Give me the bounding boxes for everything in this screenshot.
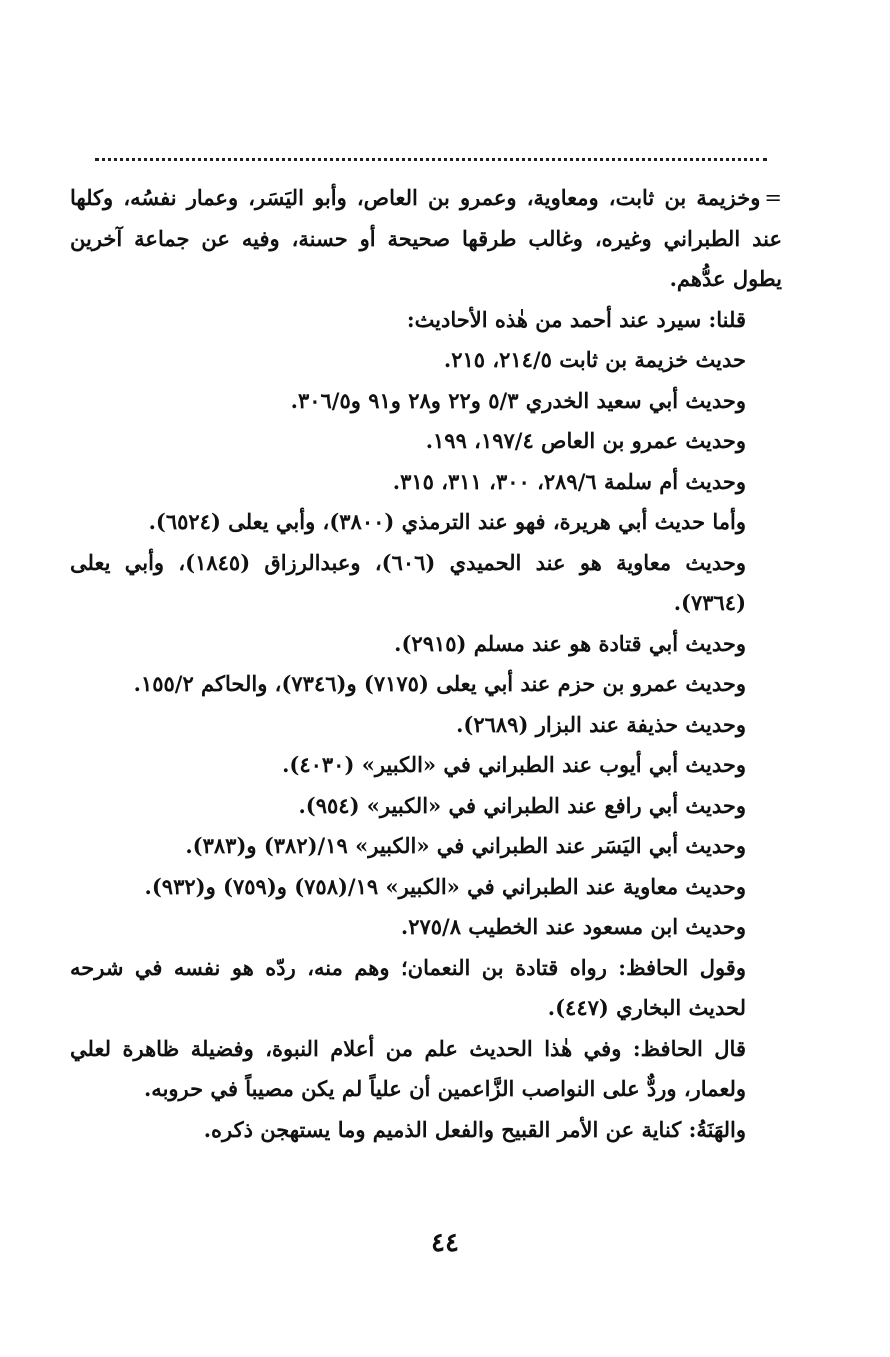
footnote-paragraph: وأما حديث أبي هريرة، فهو عند الترمذي (٣٨٠٠)، وأبي يعلى (٦٥٢٤). [148,509,746,534]
footnote-paragraph: وحديث أبي قتادة هو عند مسلم (٢٩١٥). [394,630,746,656]
footnote-paragraph: وحديث عمرو بن العاص ١٩٧/٤، ١٩٩. [425,428,746,453]
footnote-paragraph: حديث خزيمة بن ثابت ٢١٤/٥، ٢١٥. [443,347,746,372]
footnote-paragraph: وحديث أبي اليَسَر عند الطبراني في «الكبير» ١٩/(٣٨٢) و(٣٨٣). [185,833,746,858]
footnote-paragraph: وحديث معاوية هو عند الحميدي (٦٠٦)، وعبدالرزاق (١٨٤٥)، وأبي يعلى (٧٣٦٤). [70,549,746,615]
footnote-paragraph: وحديث أبي أيوب عند الطبراني في «الكبير» (٤٠٣٠). [282,752,746,777]
footnote-text-block [70,178,782,1150]
footnote-paragraph: وحديث أبي رافع عند الطبراني في «الكبير» (٩٥٤). [298,792,746,818]
paragraph-text: وخزيمة بن ثابت، ومعاوية، وعمرو بن العاص، وأبو اليَسَر، وعمار نفسُه، وكلها عند الطبراني وغيره، وغالب طرقها صحيحة أو حسنة، وفيه عن جماعة آخرين يطول عدُّهم. [70,185,782,291]
footnote-paragraph: قلنا: سيرد عند أحمد من هٰذه الأحاديث: [406,306,746,332]
footnote-paragraph: وحديث أم سلمة ٢٨٩/٦، ٣٠٠، ٣١١، ٣١٥. [392,468,746,494]
footnote-paragraph: وقول الحافظ: رواه قتادة بن النعمان؛ وهم منه، ردّه هو نفسه في شرحه لحديث البخاري (٤٤٧). [70,954,746,1020]
continuation-mark: = [764,186,782,210]
footnote-paragraph: وحديث معاوية عند الطبراني في «الكبير» ١٩/(٧٥٨) و(٧٥٩) و(٩٣٢). [144,873,746,899]
footnote-separator [95,158,767,161]
footnote-paragraph: وحديث ابن مسعود عند الخطيب ٢٧٥/٨. [400,914,746,939]
footnote-paragraph [70,178,782,300]
footnote-paragraph: وحديث أبي سعيد الخدري ٥/٣ و٢٢ و٢٨ و٩١ و٣٠٦/٥. [290,387,746,413]
footnote-paragraph: والهَنَةُ: كناية عن الأمر القبيح والفعل الذميم وما يستهجن ذكره. [203,1116,746,1142]
footnote-paragraph: وحديث عمرو بن حزم عند أبي يعلى (٧١٧٥) و(٧٣٤٦)، والحاكم ١٥٥/٢. [133,671,746,696]
footnote-paragraph: قال الحافظ: وفي هٰذا الحديث علم من أعلام النبوة، وفضيلة ظاهرة لعلي ولعمار، وردٌّ على النواصب الزَّاعمين أن علياً لم يكن مصيباً في حروبه. [70,1035,746,1101]
footnote-paragraph: وحديث حذيفة عند البزار (٢٦٨٩). [456,711,746,737]
page-number: ٤٤ [431,1228,459,1258]
